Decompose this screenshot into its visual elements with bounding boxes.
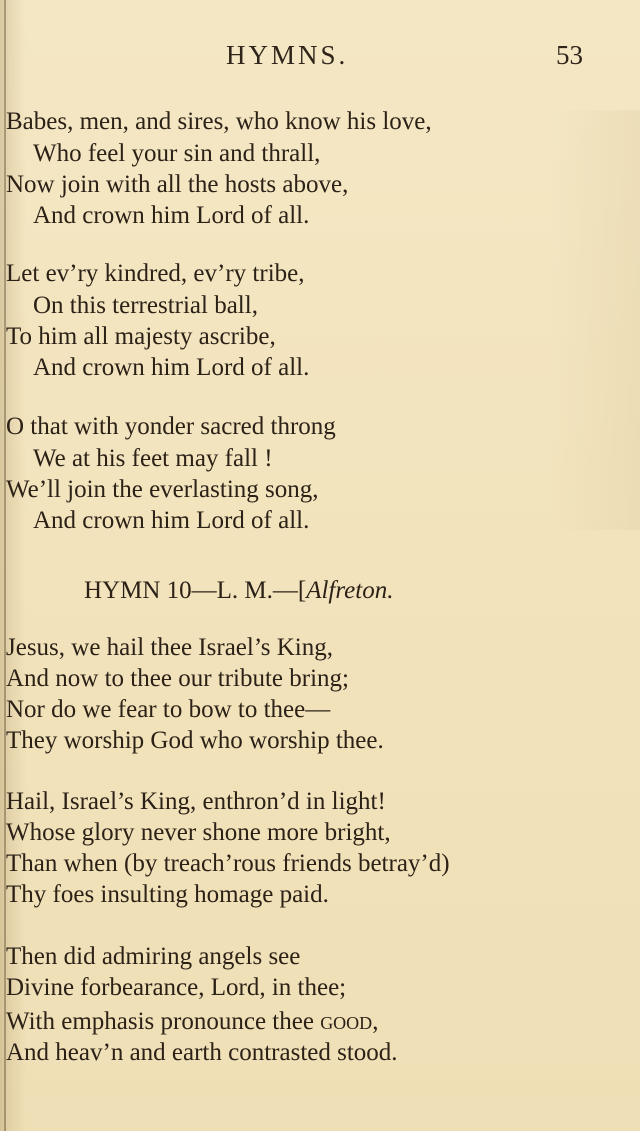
stanza-6-line-3-start: With emphasis pronounce thee [6, 1008, 314, 1035]
stanza-2-line-1: Let ev’ry kindred, ev’ry tribe, [6, 260, 305, 287]
stanza-5-line-4: Thy foes insulting homage paid. [6, 881, 329, 908]
hymn-number-and-meter: HYMN 10—L. M.—[ [84, 577, 307, 604]
stanza-5-line-1: Hail, Israel’s King, enthron’d in light! [6, 788, 386, 815]
stanza-3-line-2: We at his feet may fall ! [33, 445, 273, 472]
stanza-2-line-2: On this terrestrial ball, [33, 292, 258, 319]
stanza-1-line-3: Now join with all the hosts above, [6, 171, 349, 198]
stanza-6-line-2: Divine forbearance, Lord, in thee; [6, 974, 347, 1001]
stanza-4-line-2: And now to thee our tribute bring; [6, 665, 349, 692]
stanza-1-line-2: Who feel your sin and thrall, [33, 140, 321, 167]
show-through-shade [550, 110, 640, 530]
stanza-1-line-4: And crown him Lord of all. [33, 202, 310, 229]
tune-name: Alfreton. [306, 577, 394, 604]
stanza-3-line-4: And crown him Lord of all. [33, 507, 310, 534]
stanza-4-line-3: Nor do we fear to bow to thee— [6, 696, 331, 723]
stanza-5-line-2: Whose glory never shone more bright, [6, 819, 391, 846]
stanza-3-line-1: O that with yonder sacred throng [6, 413, 336, 440]
stanza-6-line-4: And heav’n and earth contrasted stood. [6, 1039, 398, 1066]
stanza-5-line-3: Than when (by treach’rous friends betray’d) [6, 850, 450, 877]
page-number: 53 [556, 40, 583, 70]
running-head: HYMNS. [226, 40, 349, 70]
stanza-6-line-3-end: , [372, 1008, 379, 1035]
emphasis-word: good [320, 1008, 373, 1035]
hymn-heading [84, 577, 393, 605]
stanza-4-line-4: They worship God who worship thee. [6, 727, 384, 754]
stanza-6-line-1: Then did admiring angels see [6, 943, 301, 970]
stanza-4-line-1: Jesus, we hail thee Israel’s King, [6, 634, 334, 661]
stanza-1-line-1: Babes, men, and sires, who know his love, [6, 108, 432, 135]
stanza-3-line-3: We’ll join the everlasting song, [6, 476, 319, 503]
stanza-6-line-3 [6, 1007, 378, 1037]
stanza-2-line-3: To him all majesty ascribe, [6, 323, 276, 350]
stanza-2-line-4: And crown him Lord of all. [33, 354, 310, 381]
